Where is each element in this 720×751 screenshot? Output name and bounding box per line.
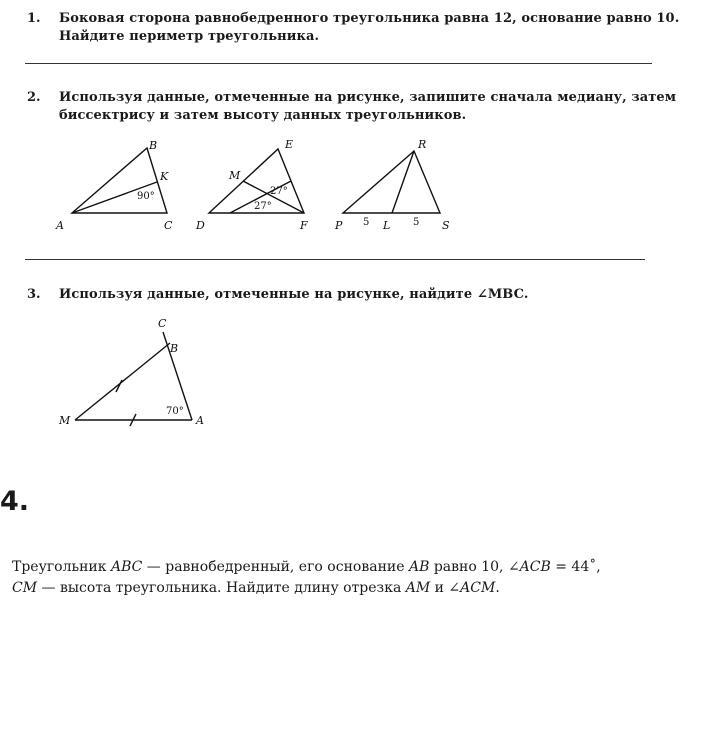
question-2-number: 2.: [27, 90, 41, 105]
angle-70: 70°: [166, 406, 184, 417]
label-c: C: [158, 317, 167, 330]
q4-text-part: = 44˚,: [550, 559, 601, 575]
length-pl: 5: [363, 217, 370, 228]
question-4-number: 4.: [0, 486, 30, 517]
label-l: L: [383, 219, 391, 232]
label-s: S: [442, 219, 450, 232]
q4-text-part: равно 10, ∠: [429, 559, 520, 575]
label-b: B: [170, 342, 179, 355]
q4-text-part: .: [495, 580, 500, 596]
question-4-line-2: [12, 578, 601, 599]
length-ls: 5: [413, 217, 420, 228]
q4-text-part: и ∠: [430, 580, 461, 596]
label-c: C: [164, 219, 173, 232]
segment-mb: [75, 343, 170, 420]
question-1-number: 1.: [27, 11, 41, 26]
q4-italic-am: AM: [405, 580, 431, 596]
angle-27-top: 27°: [270, 186, 288, 197]
question-2-line-2: биссектрису и затем высоту данных треугольников.: [59, 108, 467, 123]
label-b: B: [149, 139, 158, 152]
label-m: M: [229, 169, 241, 182]
question-1-line-2: Найдите периметр треугольника.: [59, 29, 320, 44]
q4-text-part: — равнобедренный, его основание: [142, 559, 409, 575]
question-2-line-1: Используя данные, отмеченные на рисунке, запишите сначала медиану, затем: [59, 90, 677, 105]
label-a: A: [196, 414, 204, 427]
label-d: D: [196, 219, 205, 232]
question-4-line-1: [12, 557, 601, 578]
label-a: A: [56, 219, 64, 232]
question-3-line-1: Используя данные, отмеченные на рисунке, найдите ∠MBC.: [59, 287, 529, 302]
q4-text-part: — высота треугольника. Найдите длину отрезка: [37, 580, 406, 596]
q4-italic-acb: ACB: [519, 559, 551, 575]
q4-italic-abc: ABC: [110, 559, 143, 575]
question-3-number: 3.: [27, 287, 41, 302]
label-k: K: [160, 170, 169, 183]
label-f: F: [300, 219, 308, 232]
q4-italic-acm: ACM: [460, 580, 496, 596]
label-r: R: [418, 138, 427, 151]
question-1-line-1: Боковая сторона равнобедренного треугольника равна 12, основание равно 10.: [59, 11, 680, 26]
angle-90: 90°: [137, 191, 155, 202]
q4-italic-ab: AB: [408, 559, 430, 575]
q4-italic-cm: CM: [12, 580, 38, 596]
label-p: P: [335, 219, 343, 232]
q4-text-part: Треугольник: [12, 559, 111, 575]
label-e: E: [285, 138, 294, 151]
angle-27-bottom: 27°: [254, 201, 272, 212]
question-4-text: [12, 557, 601, 599]
label-m: M: [59, 414, 71, 427]
